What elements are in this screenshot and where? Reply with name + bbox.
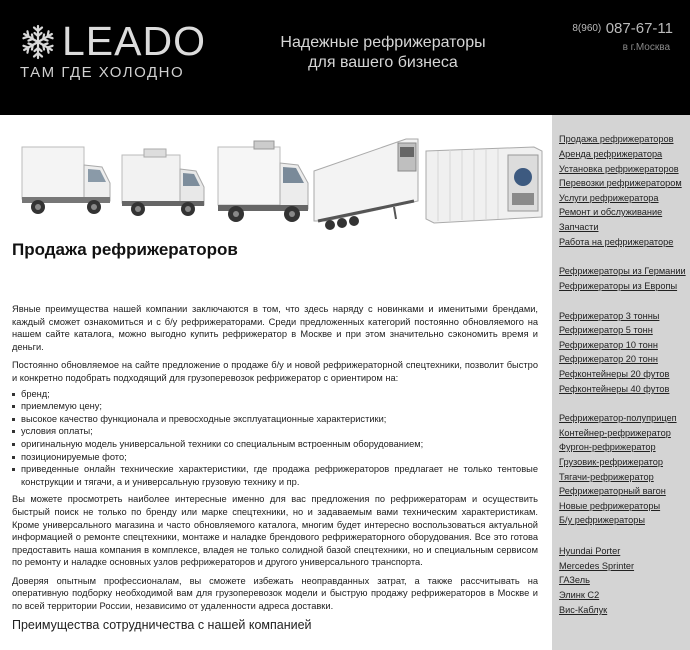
sidebar-link-europe[interactable]: Рефрижераторы из Европы [559,281,678,291]
refrigerated-van-image [122,149,204,216]
sidebar-link-5-tons[interactable]: Рефрижератор 5 тонн [559,325,653,335]
list-item: условия оплаты; [12,425,538,438]
sidebar-link-mercedes-sprinter[interactable]: Mercedes Sprinter [559,561,635,571]
sidebar-link-containers-40ft[interactable]: Рефконтейнеры 40 футов [559,384,670,394]
sidebar-link-install[interactable]: Установка рефрижераторов [559,164,679,174]
sidebar-link-vis-kabluk[interactable]: Вис-Каблук [559,605,608,615]
header-phone[interactable] [572,20,673,38]
sidebar-link-sale[interactable]: Продажа рефрижераторов [559,134,674,144]
logo-wordmark: LEADO [62,18,206,64]
phone-code: 8(960) [572,23,602,34]
paragraph-search: Вы можете просмотреть наиболее интересные именно для вас предложения по рефрижераторам и осуществить быстрый поиск не только по бренду или марке спецтехники, но и задаваемым вами техническим характеристикам. Кроме универсального магазина и часто обновляемого каталога, многим будет интересно воспользоваться актуальной информацией о ремонте спецтехники, монтаже и наладке брендового рефрижераторного оборудования. Все это готова предоставить наша компания в комплексе, владея не только солидной базой спецтехники, но и специальным сервисом по ремонту и наладке основных узлов рефрижераторов и другого универсального транспорта. [12,494,538,568]
tagline-line-2: для вашего бизнеса [308,54,458,71]
paragraph-trust: Доверяя опытным профессионалам, вы сможете избежать неоправданных затрат, а также рассчитывать на оперативную подборку необходимой вам для грузоперевозок модели и быструю продажу рефрижераторов в Москве и по всей территории России, независимо от удаленности адреса доставки. [12,575,538,612]
sidebar-link-gazel[interactable]: ГАЗель [559,575,590,585]
list-item: высокое качество функционала и превосходные эксплуатационные характеристики; [12,413,538,426]
section-subheading: Преимущества сотрудничества с нашей компанией [12,617,312,632]
article-body [12,303,538,631]
list-item: позиционируемые фото; [12,451,538,464]
sidebar-link-semi-trailer[interactable]: Рефрижератор-полуприцеп [559,413,677,423]
sidebar-link-transport[interactable]: Перевозки рефрижератором [559,178,682,188]
sidebar-link-hyundai-porter[interactable]: Hyundai Porter [559,546,621,556]
paragraph-offer: Постоянно обновляемое на сайте предложение о продаже б/у и новой рефрижераторной спецтехники, позволит быстро и конкретно подобрать подходящий для грузоперевозок рефрижератор с ориентиром на: [12,360,538,383]
list-item: оригинальную модель универсальной техники со специальным встроенным оборудованием; [12,438,538,451]
sidebar-link-rent[interactable]: Аренда рефрижератора [559,149,663,159]
sidebar-link-parts[interactable]: Запчасти [559,222,599,232]
header-city: в г.Москва [622,42,670,53]
reefer-container-image [426,147,542,223]
header-tagline [258,33,508,73]
snowflake-icon [20,24,56,60]
sidebar-link-used[interactable]: Б/у рефрижераторы [559,515,645,525]
sidebar-link-repair[interactable]: Ремонт и обслуживание [559,207,663,217]
sidebar-link-jobs[interactable]: Работа на рефрижераторе [559,237,674,247]
sidebar-link-services[interactable]: Услуги рефрижератора [559,193,659,203]
page-title: Продажа рефрижераторов [12,240,238,259]
sidebar-link-new[interactable]: Новые рефрижераторы [559,501,661,511]
site-header [0,0,690,115]
list-item: бренд; [12,388,538,401]
sidebar-link-containers-20ft[interactable]: Рефконтейнеры 20 футов [559,369,670,379]
box-truck-image [22,147,110,214]
sidebar-link-20-tons[interactable]: Рефрижератор 20 тонн [559,354,658,364]
sidebar-link-elink-c2[interactable]: Элинк С2 [559,590,600,600]
trucks-banner-image [14,137,544,247]
list-item: приведенные онлайн технические характеристики, где продажа рефрижераторов предлагает не только тентовые конструкции и тягачи, а и универсальную грузовую технику и пр. [12,463,538,488]
sidebar-link-10-tons[interactable]: Рефрижератор 10 тонн [559,340,658,350]
hyundai-truck-image [218,141,308,222]
sidebar-link-3-tons[interactable]: Рефрижератор 3 тонны [559,311,660,321]
tagline-line-1: Надежные рефрижераторы [280,34,486,51]
sidebar-link-van[interactable]: Фургон-рефрижератор [559,442,656,452]
phone-number: 087-67-11 [605,20,673,37]
sidebar-link-truck[interactable]: Грузовик-рефрижератор [559,457,663,467]
sidebar-link-container[interactable]: Контейнер-рефрижератор [559,428,671,438]
sidebar-nav [552,115,690,650]
sidebar-link-tractor[interactable]: Тягачи-рефрижератор [559,472,654,482]
list-item: приемлемую цену; [12,400,538,413]
paragraph-intro: Явные преимущества нашей компании заключаются в том, что здесь наряду с новинками и именитыми брендами, каждый сможет ознакомиться и с б/у рефрижераторами. Среди предложенных категорий постоянно обновляемого на нашем сайте каталога, можно выгодно купить рефрижератор в Москве и при этом значительно сэкономить время и деньги. [12,304,538,352]
main-content [0,115,552,650]
semi-trailer-image [314,139,418,230]
logo-slogan: ТАМ ГДЕ ХОЛОДНО [20,64,185,81]
sidebar-link-wagon[interactable]: Рефрижераторный вагон [559,486,666,496]
sidebar-link-germany[interactable]: Рефрижераторы из Германии [559,266,686,276]
criteria-list [12,388,538,489]
